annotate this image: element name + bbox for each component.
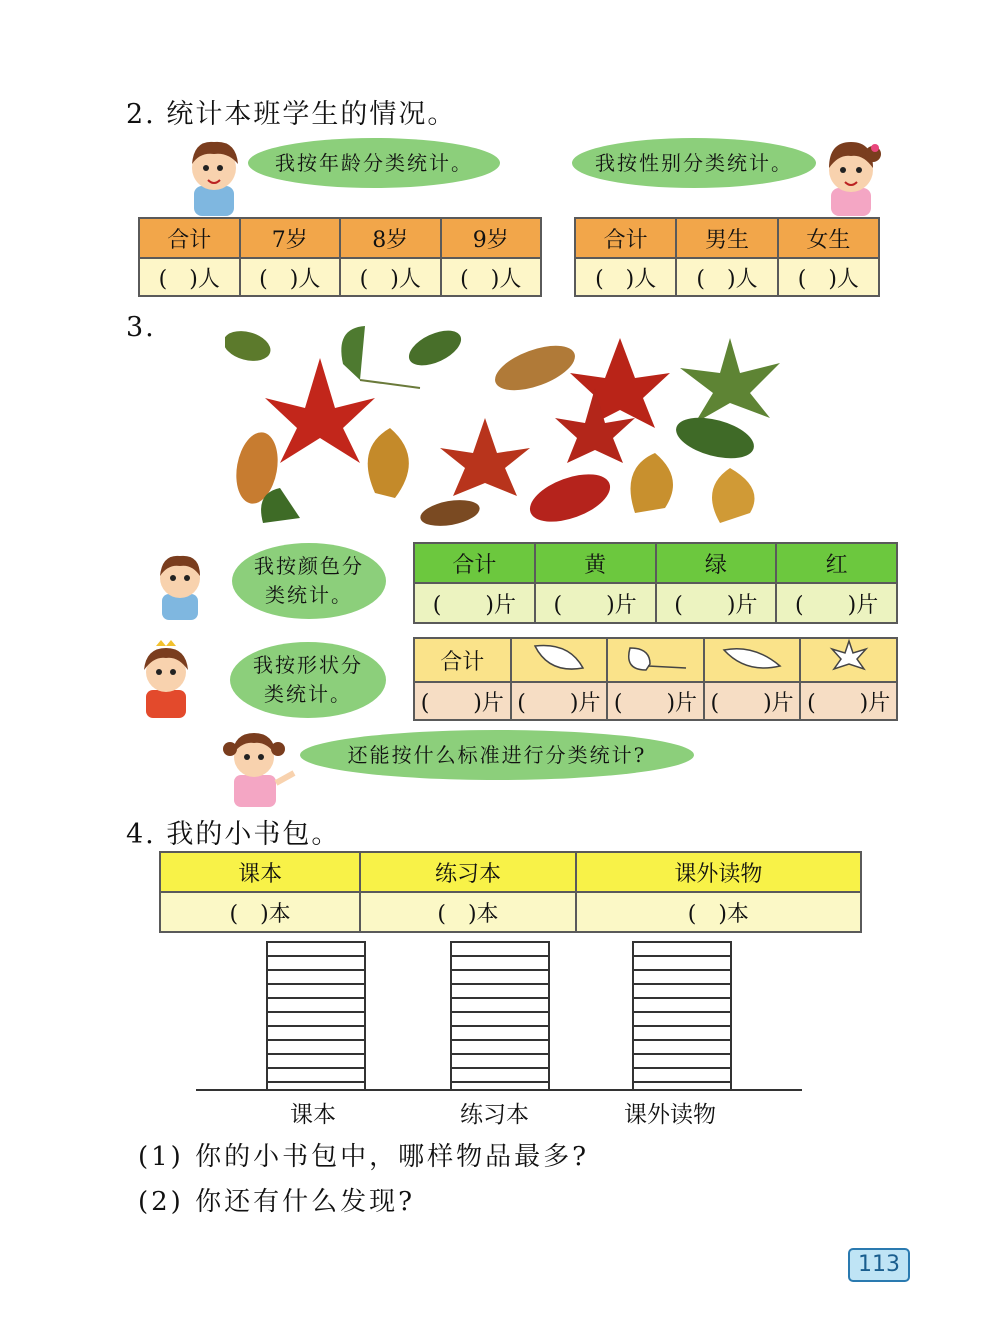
oval-leaf-icon (511, 638, 608, 682)
section-3-number: 3. (126, 312, 156, 343)
gender-table (574, 217, 880, 297)
red-maple-leaf-icon (570, 338, 670, 428)
ginkgo-leaf-icon (607, 638, 704, 682)
other-criteria-speech-bubble (300, 730, 694, 780)
bag-header-extracurricular: 课外读物 (576, 852, 861, 892)
question-1: (1) 你的小书包中，哪样物品最多? (138, 1142, 590, 1172)
age-table (138, 217, 542, 297)
color-cell-yellow[interactable]: ( )片 (535, 583, 656, 623)
boy-avatar (180, 134, 248, 216)
boy-avatar (150, 548, 210, 620)
age-cell-total[interactable]: ( )人 (139, 258, 240, 296)
gender-cell-girls[interactable]: ( )人 (778, 258, 879, 296)
exercise-book-stack-grid[interactable] (450, 941, 550, 1091)
shape-cell-maple[interactable]: ( )片 (800, 682, 897, 720)
age-cell-7[interactable]: ( )人 (240, 258, 341, 296)
green-oval-leaf-icon (404, 323, 467, 372)
shape-speech-text: 我按形状分类统计。 (253, 653, 363, 706)
shape-speech-bubble (230, 642, 386, 718)
color-cell-green[interactable]: ( )片 (656, 583, 777, 623)
pointed-leaf-icon (704, 638, 801, 682)
age-header-9: 9岁 (441, 218, 542, 258)
gender-header-total: 合计 (575, 218, 676, 258)
green-oval-leaf-icon (225, 326, 274, 365)
age-cell-9[interactable]: ( )人 (441, 258, 542, 296)
color-header-green: 绿 (656, 543, 777, 583)
bag-cell-textbooks[interactable]: ( )本 (160, 892, 360, 932)
age-header-8: 8岁 (340, 218, 441, 258)
age-cell-8[interactable]: ( )人 (340, 258, 441, 296)
shape-cell-total[interactable]: ( )片 (414, 682, 511, 720)
chart-baseline (196, 1089, 802, 1091)
brown-oval-leaf-icon (489, 337, 580, 400)
age-header-total: 合计 (139, 218, 240, 258)
other-criteria-speech-text: 还能按什么标准进行分类统计? (347, 742, 647, 767)
orange-ginkgo-leaf-icon (368, 428, 409, 498)
boy-speech-text: 我按年龄分类统计。 (275, 150, 473, 175)
gender-cell-boys[interactable]: ( )人 (676, 258, 777, 296)
section-2-heading: 2. 统计本班学生的情况。 (126, 99, 457, 130)
chart-label-extracurricular: 课外读物 (624, 1102, 716, 1128)
shape-cell-ginkgo[interactable]: ( )片 (607, 682, 704, 720)
shape-cell-oval[interactable]: ( )片 (511, 682, 608, 720)
gender-header-girls: 女生 (778, 218, 879, 258)
leaves-illustration (225, 318, 790, 528)
textbook-stack-grid[interactable] (266, 941, 366, 1091)
extracurricular-stack-grid[interactable] (632, 941, 732, 1091)
question-2: (2) 你还有什么发现? (138, 1187, 416, 1217)
red-oval-leaf-icon (524, 465, 617, 528)
orange-ginkgo-leaf-icon (631, 453, 674, 513)
brown-oval-leaf-icon (418, 496, 481, 528)
girl-speech-bubble (572, 138, 816, 188)
orange-ginkgo-leaf-icon (712, 468, 755, 523)
green-ginkgo-leaf-icon (341, 326, 420, 388)
chart-label-exercise-books: 练习本 (460, 1102, 529, 1128)
color-header-total: 合计 (414, 543, 535, 583)
gender-header-boys: 男生 (676, 218, 777, 258)
color-header-red: 红 (776, 543, 897, 583)
shape-cell-pointed[interactable]: ( )片 (704, 682, 801, 720)
bag-header-textbooks: 课本 (160, 852, 360, 892)
shape-header-total: 合计 (414, 638, 511, 682)
green-oval-leaf-icon (672, 410, 759, 465)
page-number: 113 (848, 1248, 910, 1282)
shape-table (413, 637, 898, 721)
girl-avatar (815, 134, 887, 216)
color-speech-text: 我按颜色分类统计。 (254, 554, 364, 607)
gender-cell-total[interactable]: ( )人 (575, 258, 676, 296)
bag-cell-exercise-books[interactable]: ( )本 (360, 892, 576, 932)
boy-speech-bubble (248, 138, 500, 188)
color-cell-total[interactable]: ( )片 (414, 583, 535, 623)
color-speech-bubble (232, 543, 386, 619)
bag-header-exercise-books: 练习本 (360, 852, 576, 892)
color-table (413, 542, 898, 624)
bag-cell-extracurricular[interactable]: ( )本 (576, 892, 861, 932)
chart-label-textbooks: 课本 (290, 1102, 336, 1128)
color-cell-red[interactable]: ( )片 (776, 583, 897, 623)
section-4-heading: 4. 我的小书包。 (126, 819, 341, 850)
color-header-yellow: 黄 (535, 543, 656, 583)
girl-avatar (216, 727, 298, 807)
red-maple-leaf-icon (440, 418, 530, 496)
green-maple-leaf-icon (680, 338, 780, 423)
girl-speech-text: 我按性别分类统计。 (595, 150, 793, 175)
age-header-7: 7岁 (240, 218, 341, 258)
girl-avatar (128, 640, 206, 720)
schoolbag-table (159, 851, 862, 933)
maple-leaf-icon (800, 638, 897, 682)
